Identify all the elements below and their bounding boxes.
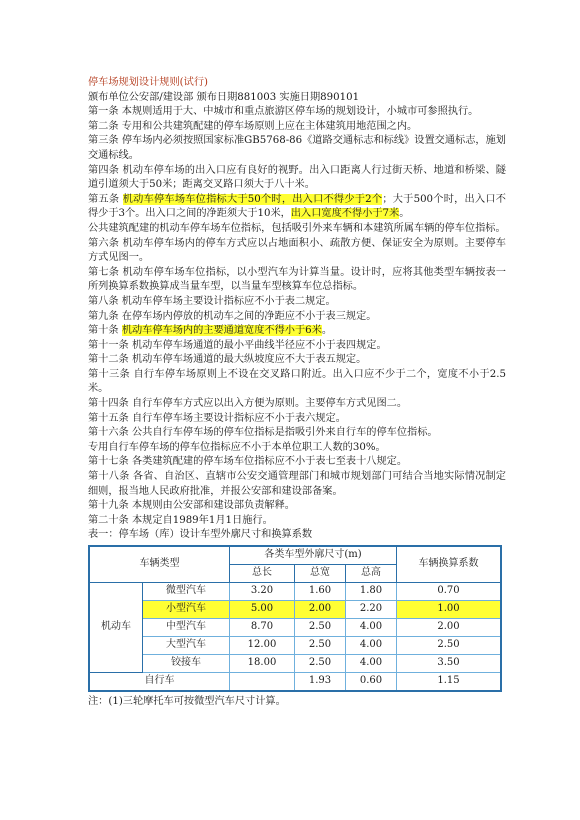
article-3: 第三条 停车场内必须按照国家标准GB5768-86《道路交通标志和标线》设置交通标志，施划交通标线。 [88,135,506,161]
vehicle-length [230,673,295,692]
document [88,76,506,710]
vehicle-length: 18.00 [230,655,295,673]
table-row [89,637,501,655]
article-12: 第十二条 机动车停车场通道的最大纵坡度应不大于表五规定。 [88,354,367,366]
table-row [89,601,501,619]
vehicle-width: 2.50 [294,655,345,673]
vehicle-width: 2.00 [294,601,345,619]
vehicle-factor: 1.15 [396,673,501,692]
table-row [89,619,501,637]
article-6: 第六条 机动车停车场内的停车方式应以占地面积小、疏散方便、保证安全为原则。主要停车方式见图一。 [88,237,506,264]
article-16: 第十六条 公共自行车停车场的停车位指标是指吸引外来自行车的停车位指标。 [88,427,438,439]
header-dimensions: 各类车型外廓尺寸(m) [230,546,397,565]
highlight-text: 机动车停车场内的主要通道宽度不得小于6米 [121,325,322,337]
vehicle-length: 5.00 [230,601,295,619]
article-19: 第十九条 本规则由公安部和建设部负责解释。 [88,500,295,512]
article-13: 第十三条 自行车停车场原则上不设在交叉路口附近。出入口应不少于二个，宽度不小于2.5米。 [88,368,506,395]
article-2: 第二条 专用和公共建筑配建的停车场原则上应在主体建筑用地范围之内。 [88,120,418,132]
vehicle-length: 3.20 [230,583,295,601]
vehicle-factor: 3.50 [396,655,501,673]
article-4: 第四条 机动车停车场的出入口应有良好的视野。出入口距离人行过街天桥、地道和桥梁、隧道引道须大于50米；距离交叉路口须大于八十米。 [88,164,506,191]
vehicle-height: 4.00 [345,655,396,673]
article-5-cont: 公共建筑配建的机动车停车场车位指标，包括吸引外来车辆和本建筑所属车辆的停车位指标。 [88,222,506,234]
vehicle-width: 1.93 [294,673,345,692]
header-factor: 车辆换算系数 [396,546,501,583]
vehicle-height: 1.80 [345,583,396,601]
article-18: 第十八条 各省、自治区、直辖市公安交通管理部门和城市规划部门可结合当地实际情况制定细则，报当地人民政府批准，并报公安部和建设部备案。 [88,471,506,497]
vehicle-name: 自行车 [89,673,230,692]
vehicle-factor: 1.00 [396,601,501,619]
article-5-label: 第五条 [88,193,123,205]
vehicle-table [88,545,502,692]
highlight-text: 出入口宽度不得小于7米 [290,208,400,220]
table-row [89,655,501,673]
group-label: 机动车 [89,583,143,673]
table-row [89,673,501,692]
article-10 [88,324,506,339]
article-17: 第十七条 各类建筑配建的停车场车位指标应不小于表七至表十八规定。 [88,456,408,468]
article-10-end: 。 [321,325,333,337]
vehicle-height: 4.00 [345,637,396,655]
document-title: 停车场规划设计规则(试行) [88,77,209,88]
vehicle-name: 中型汽车 [143,619,230,637]
article-5 [88,193,506,222]
vehicle-width: 2.50 [294,619,345,637]
article-5-end: 。 [399,208,410,220]
article-9: 第九条 在停车场内停放的机动车之间的净距应不小于表三规定。 [88,310,377,322]
vehicle-height: 2.20 [345,601,396,619]
vehicle-height: 4.00 [345,619,396,637]
article-8: 第八条 机动车停车场主要设计指标应不小于表二规定。 [88,295,336,307]
article-11: 第十一条 机动车停车场通道的最小平曲线半径应不小于表四规定。 [88,339,387,351]
article-14: 第十四条 自行车停车方式应以出入方便为原则。主要停车方式见图二。 [88,398,408,410]
article-7: 第七条 机动车停车场车位指标，以小型汽车为计算当量。设计时，应将其他类型车辆按表一所列换算系数换算成当量车型，以当量车型核算车位总指标。 [88,266,506,293]
table-caption: 表一：停车场（库）设计车型外廓尺寸和换算系数 [88,529,313,541]
vehicle-length: 8.70 [230,619,295,637]
document-meta: 颁布单位公安部/建设部 颁布日期881003 实施日期890101 [88,91,360,103]
vehicle-name: 微型汽车 [143,583,230,601]
vehicle-length: 12.00 [230,637,295,655]
vehicle-name: 铰接车 [143,655,230,673]
table-header-row [89,546,501,565]
vehicle-width: 1.60 [294,583,345,601]
table-row [89,583,501,601]
vehicle-width: 2.50 [294,637,345,655]
article-1: 第一条 本规则适用于大、中城市和重点旅游区停车场的规划设计，小城市可参照执行。 [88,106,479,118]
header-length: 总长 [230,565,295,583]
article-10-label: 第十条 [88,325,122,337]
header-vehicle-type: 车辆类型 [89,546,230,583]
vehicle-name: 小型汽车 [143,601,230,619]
vehicle-factor: 0.70 [396,583,501,601]
article-16-cont: 专用自行车停车场的停车位指标应不小于本单位职工人数的30%。 [88,441,386,453]
article-5-text: ；大于500个时，出入口不得少于3个。出入口之间的净距须大于10米， [88,193,506,220]
vehicle-height: 0.60 [345,673,396,692]
vehicle-factor: 2.00 [396,619,501,637]
vehicle-name: 大型汽车 [143,637,230,655]
vehicle-factor: 2.50 [396,637,501,655]
article-15: 第十五条 自行车停车场主要设计指标应不小于表六规定。 [88,412,346,424]
table-note: 注：(1)三轮摩托车可按微型汽车尺寸计算。 [88,696,286,707]
highlight-text: 机动车停车场车位指标大于50个时，出入口不得少于2个 [122,193,383,205]
article-20: 第二十条 本规定自1989年1月1日施行。 [88,514,273,526]
header-width: 总宽 [294,565,345,583]
header-height: 总高 [345,565,396,583]
